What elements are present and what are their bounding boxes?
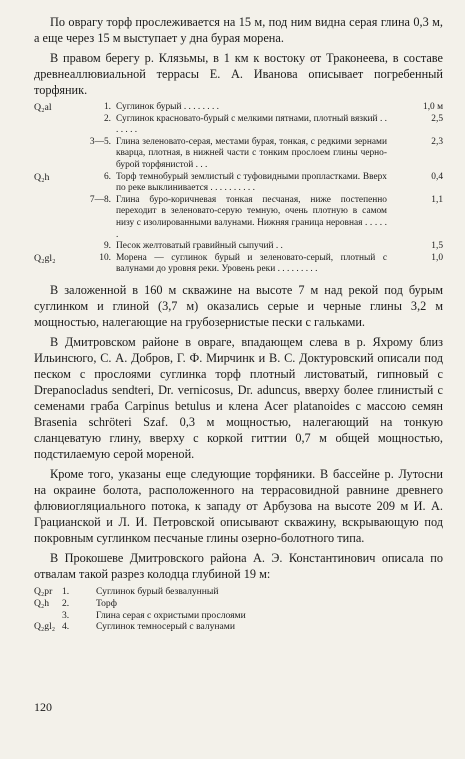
section-row: [34, 102, 443, 114]
layer-thickness: 1,5: [431, 241, 443, 252]
layer-thickness: 1,0: [431, 252, 443, 263]
paragraph: По оврагу торф прослеживается на 15 м, под ним видна серая глина 0,3 м, а еще через 15 м выступает у дна бурая морена.: [34, 15, 443, 45]
page-number: 120: [34, 700, 52, 714]
layer-description: Песок желтоватый гравийный сыпучий . .: [116, 241, 283, 252]
list-item: [34, 621, 443, 633]
layer-number: 9.: [103, 241, 111, 252]
layer-number: 3—5.: [89, 136, 111, 147]
section-row: [34, 137, 443, 172]
paragraph: В заложенной в 160 м скважине на высоте 7 м над рекой под бурым суглинком и глиной (3,7 м) оказались серые и черные глины 3,2 м мощностью, налегающие на грубозернистые пески с гальками.: [34, 282, 443, 329]
layer-description: Торф: [96, 597, 117, 609]
layer-number: 1.: [103, 102, 111, 112]
layer-number: 2.: [103, 113, 111, 124]
list-item: [34, 586, 443, 598]
well-section-list: [34, 586, 443, 633]
stratigraphic-index: Q₂h: [34, 171, 50, 183]
layer-thickness: 1,0 м: [423, 102, 443, 112]
layer-description: Торф темнобурый землистый с туфовидными пропластками. Вверх по реке выклинивается . . . . . . . . . .: [116, 171, 387, 194]
layer-number: 1.: [62, 585, 70, 597]
stratigraphic-index: Q₂h: [34, 597, 50, 609]
section-row: [34, 172, 443, 195]
layer-thickness: 2,3: [431, 136, 443, 147]
section-row: [34, 241, 443, 253]
geologic-section-table: [34, 102, 443, 276]
layer-thickness: 1,1: [431, 194, 443, 205]
stratigraphic-index: Q₂al: [34, 102, 52, 113]
paragraph: В Дмитровском районе в овраге, впадающем слева в р. Яхрому близ Ильинсюго, С. А. Добров, Г. Ф. Мирчинк и В. С. Доктуровский описали под песком с прослоями суглинка торф плотный листоватый, гипновый с Drepanocladus sendteri, Dr. vernicosus, Dr. aduncus, вверху более глинистый с семенами граба Carpinus betulus и клена Acer platanoides с массою семян Brasenia schröteri Szaf. 0,3 м мощностью, налегающий на тонкую сланцеватую глину, вверху с коркой гиттии 0,7 м общей мощностью, подстилаемую серой мореной.: [34, 334, 443, 461]
section-row: [34, 195, 443, 241]
layer-thickness: 0,4: [431, 171, 443, 182]
layer-description: Глина зеленовато-серая, местами бурая, тонкая, с редкими зернами кварца, плотная, в нижней части с тонким прослоем глины черно-бурой торфянистой . . .: [116, 136, 387, 170]
layer-description: Глина серая с охристыми прослоями: [96, 609, 246, 621]
layer-number: 10.: [99, 252, 111, 263]
section-row: [34, 114, 443, 137]
layer-description: Суглинок темносерый с валунами: [96, 621, 236, 633]
layer-description: Морена — суглинок бурый и зеленовато-серый, плотный с валунами до уровня реки. Уровень реки . . . . . . . . .: [116, 252, 387, 275]
layer-description: Суглинок бурый . . . . . . . .: [116, 102, 219, 112]
layer-number: 4.: [62, 621, 70, 633]
section-row: [34, 253, 443, 276]
layer-description: Глина буро-коричневая тонкая песчаная, ниже постепенно переходит в зеленовато-серую темную, очень плотную в самом низу с изолированными валунами. Нижняя граница неровная . . . . . .: [116, 194, 387, 240]
list-item: [34, 610, 443, 622]
paragraph: В Прокошеве Дмитровского района А. Э. Константинович описала по отвалам такой разрез колодца глубиной 19 м:: [34, 550, 443, 581]
paragraph: В правом берегу р. Клязьмы, в 1 км к востоку от Траконеева, в составе древнеаллювиальной террасы Е. А. Иванова описывает погребенный торфяник.: [34, 51, 443, 97]
layer-thickness: 2,5: [431, 113, 443, 124]
layer-number: 2.: [62, 597, 70, 609]
layer-number: 3.: [62, 609, 70, 621]
list-item: [34, 598, 443, 610]
stratigraphic-index: Q₂pr: [34, 585, 53, 597]
stratigraphic-index: Q₂gl₂: [34, 252, 56, 264]
stratigraphic-index: Q₂gl₂: [34, 621, 56, 633]
paragraph: Кроме того, указаны еще следующие торфяники. В бассейне р. Лутосни на окраине болота, расположенного на террасовидной равнине древнего флювиогляциального потока, к западу от Арбузова на высоте 209 м И. А. Грацианской и Л. И. Петровской описывают скважину, вскрывающую под покровным суглинком песчаные глины озерно-болотного типа.: [34, 466, 443, 545]
layer-number: 7—8.: [89, 194, 111, 205]
layer-description: Суглинок красновато-бурый с мелкими пятнами, плотный вязкий . . . . . . .: [116, 113, 387, 136]
layer-number: 6.: [103, 171, 111, 182]
layer-description: Суглинок бурый безвалунный: [96, 585, 219, 597]
